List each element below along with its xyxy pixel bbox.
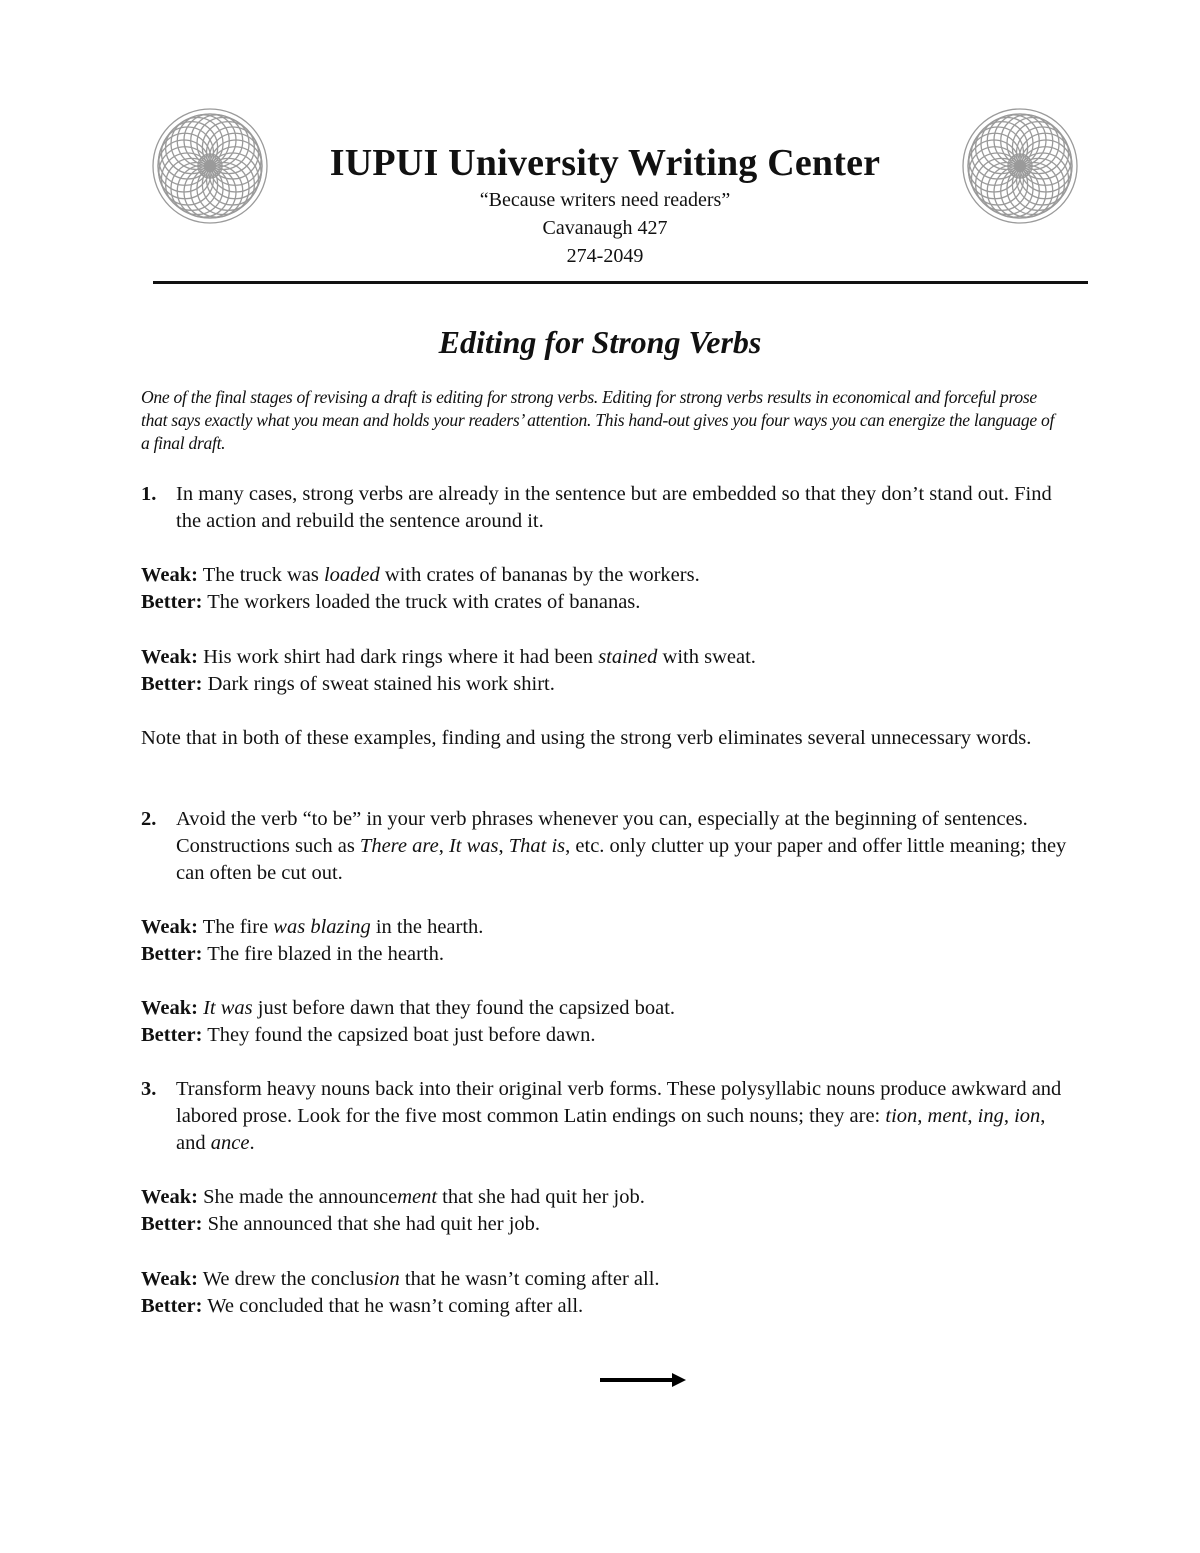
weak-example: Weak: The truck was loaded with crates of bananas by the workers. [141, 564, 700, 586]
section-text: In many cases, strong verbs are already in the sentence but are embedded so that they don’t stand out. Find the action and rebuild the sentence around it. [176, 483, 1052, 532]
weak-example: Weak: It was just before dawn that they found the capsized boat. [141, 997, 676, 1019]
note-paragraph: Note that in both of these examples, finding and using the strong verb eliminates several unnecessary words. [141, 727, 1032, 749]
section-2 [141, 806, 1071, 887]
section-3 [141, 1076, 1071, 1157]
better-label: Better: [141, 1024, 203, 1046]
tagline: “Because writers need readers” [479, 189, 731, 211]
weak-example: Weak: We drew the conclusion that he wasn’t coming after all. [141, 1268, 660, 1290]
phone-number: 274-2049 [566, 245, 644, 267]
header-divider [153, 281, 1088, 284]
right-arrow-icon [598, 1370, 688, 1390]
weak-example: Weak: His work shirt had dark rings where it had been stained with sweat. [141, 646, 756, 668]
better-example: Better: They found the capsized boat just before dawn. [141, 1024, 596, 1046]
intro-paragraph: One of the final stages of revising a draft is editing for strong verbs. Editing for strong verbs results in economical and forceful prose that says exactly what you mean and holds your readers’ attention. This hand-out gives you four ways you can energize the language of a final draft. [141, 387, 1055, 453]
weak-label: Weak: [141, 997, 198, 1019]
weak-label: Weak: [141, 564, 198, 586]
better-example: Better: She announced that she had quit her job. [141, 1213, 541, 1235]
section-number: 2. [141, 808, 157, 830]
weak-example: Weak: The fire was blazing in the hearth. [141, 916, 484, 938]
section-1 [141, 481, 1071, 535]
better-label: Better: [141, 673, 203, 695]
section-text: Transform heavy nouns back into their original verb forms. These polysyllabic nouns produce awkward and labored prose. Look for the five most common Latin endings on such nouns; they are: tion, ment, ing, ion, and ance. [176, 1078, 1062, 1154]
better-label: Better: [141, 1213, 203, 1235]
better-label: Better: [141, 1295, 203, 1317]
weak-label: Weak: [141, 916, 198, 938]
document-title: Editing for Strong Verbs [438, 324, 762, 360]
room-number: Cavanaugh 427 [542, 217, 668, 239]
better-example: Better: The fire blazed in the hearth. [141, 943, 444, 965]
rosette-logo-icon [150, 106, 270, 226]
better-label: Better: [141, 943, 203, 965]
weak-label: Weak: [141, 1268, 198, 1290]
better-example: Better: The workers loaded the truck with crates of bananas. [141, 591, 641, 613]
section-text: Avoid the verb “to be” in your verb phrases whenever you can, especially at the beginning of sentences. Constructions such as There are, It was, That is, etc. only clutter up your paper and offer little meaning; they can often be cut out. [176, 808, 1067, 884]
better-label: Better: [141, 591, 203, 613]
section-number: 1. [141, 483, 157, 505]
organization-name: IUPUI University Writing Center [329, 142, 881, 184]
letterhead [260, 140, 950, 270]
weak-example: Weak: She made the announcement that she had quit her job. [141, 1186, 645, 1208]
better-example: Better: Dark rings of sweat stained his work shirt. [141, 673, 555, 695]
weak-label: Weak: [141, 646, 198, 668]
rosette-logo-icon [960, 106, 1080, 226]
section-number: 3. [141, 1078, 157, 1100]
better-example: Better: We concluded that he wasn’t coming after all. [141, 1295, 584, 1317]
weak-label: Weak: [141, 1186, 198, 1208]
